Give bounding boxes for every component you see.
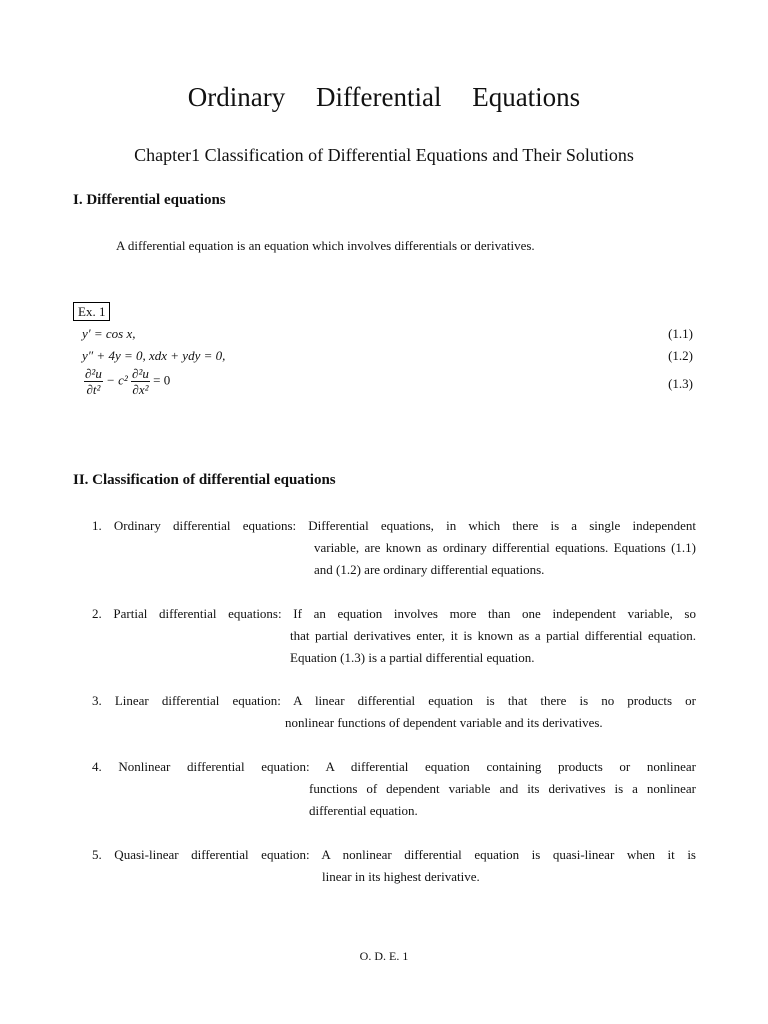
- list-item-first-line: 4. Nonlinear differential equation: A differential equation containing products or nonlinear: [92, 759, 696, 774]
- document-title: Ordinary Differential Equations: [187, 82, 581, 112]
- list-item-linear: [92, 690, 696, 734]
- section-heading-classification: II. Classification of differential equations: [73, 472, 336, 488]
- chapter-title: Chapter1 Classification of Differential Equations and Their Solutions: [134, 145, 634, 165]
- fraction-numerator: ∂²u: [132, 366, 149, 381]
- example-label-box: Ex. 1: [73, 302, 110, 321]
- equation-number-1-1: (1.1): [668, 326, 693, 341]
- equation-operator: − c²: [106, 372, 128, 388]
- list-item-continuation: that partial derivatives enter, it is known as a partial differential equation. Equation (1.3) is a partial differential equation.: [290, 628, 696, 665]
- list-item-first-line: 5. Quasi-linear differential equation: A nonlinear differential equation is quasi-linear when it is: [92, 847, 696, 862]
- list-item-continuation: functions of dependent variable and its derivatives is a nonlinear differential equation.: [309, 781, 696, 818]
- list-item-first-line: 2. Partial differential equations: If an equation involves more than one independent variable, so: [92, 606, 696, 621]
- fraction-d2u-dt2: [84, 366, 103, 397]
- equation-1-1: y′ = cos x,: [82, 326, 136, 341]
- fraction-d2u-dx2: [131, 366, 150, 397]
- equation-number-1-3: (1.3): [668, 376, 693, 391]
- equation-equals-zero: = 0: [153, 372, 171, 388]
- equation-1-2: y″ + 4y = 0, xdx + ydy = 0,: [82, 348, 226, 363]
- list-item-first-line: 1. Ordinary differential equations: Differential equations, in which there is a single independent: [92, 518, 696, 533]
- list-item-ordinary: [92, 515, 696, 581]
- list-item-first-line: 3. Linear differential equation: A linear differential equation is that there is no products or: [92, 693, 696, 708]
- list-item-quasi-linear: [92, 844, 696, 888]
- list-item-nonlinear: [92, 756, 696, 822]
- list-item-continuation: nonlinear functions of dependent variable and its derivatives.: [285, 715, 603, 730]
- page-footer: O. D. E. 1: [359, 949, 409, 963]
- section-heading-differential-equations: I. Differential equations: [73, 192, 226, 208]
- fraction-denominator: ∂x²: [132, 382, 149, 397]
- list-item-continuation: linear in its highest derivative.: [322, 869, 480, 884]
- equation-1-3: [84, 366, 170, 397]
- list-item-continuation: variable, are known as ordinary differential equations. Equations (1.1) and (1.2) are ordinary differential equations.: [314, 540, 696, 577]
- intro-paragraph: A differential equation is an equation which involves differentials or derivatives.: [116, 238, 535, 253]
- equation-number-1-2: (1.2): [668, 348, 693, 363]
- list-item-partial: [92, 603, 696, 669]
- fraction-denominator: ∂t²: [86, 382, 101, 397]
- fraction-numerator: ∂²u: [85, 366, 102, 381]
